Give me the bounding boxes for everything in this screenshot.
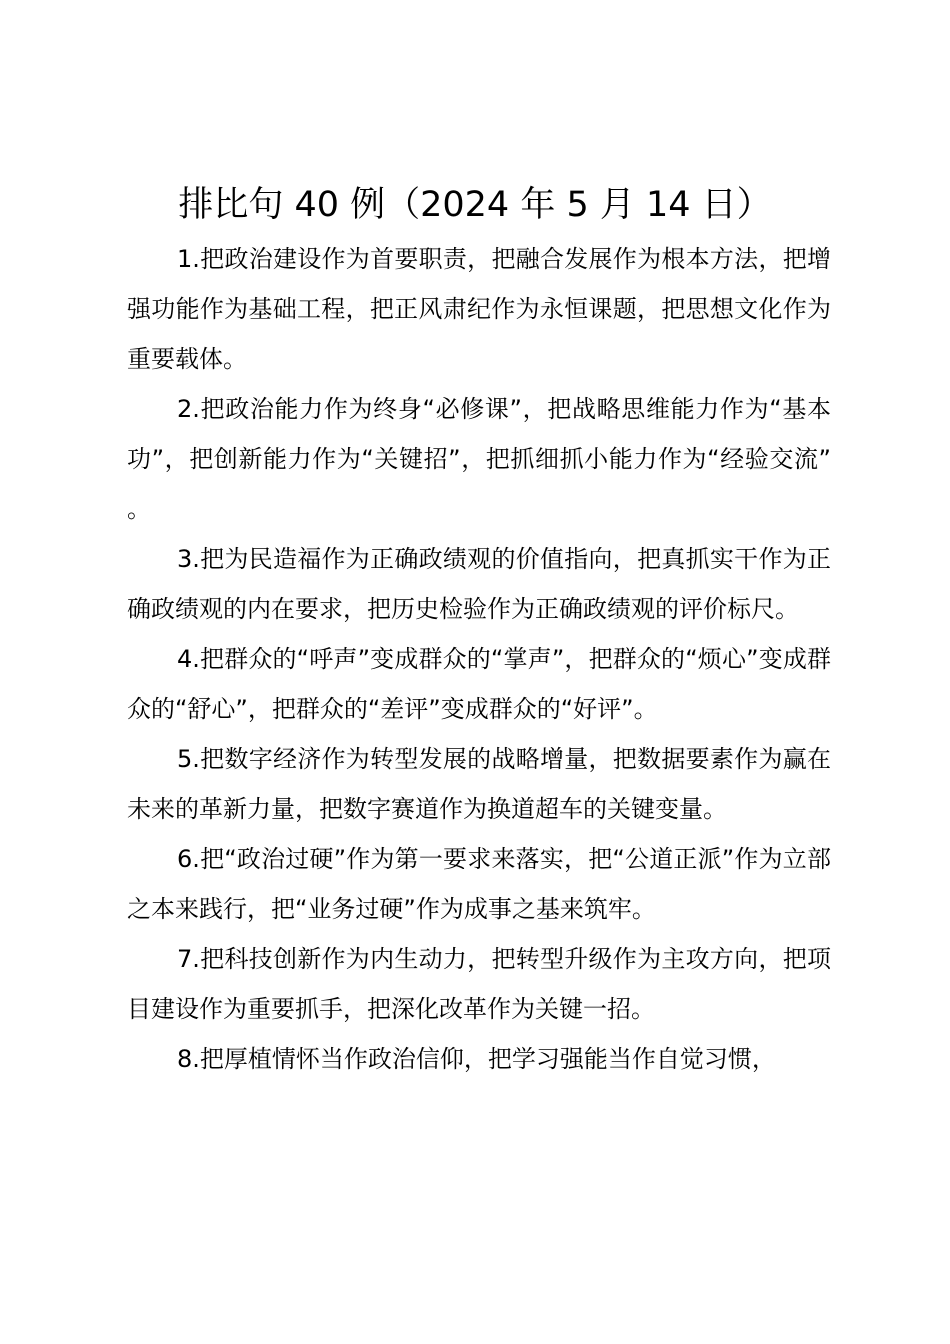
paragraph-7: 7.把科技创新作为内生动力，把转型升级作为主攻方向，把项目建设作为重要抓手，把深化改革作为关键一招。 [127,945,831,1023]
document-body [127,234,831,1084]
paragraph-6: 6.把“政治过硬”作为第一要求来落实，把“公道正派”作为立部之本来践行，把“业务过硬”作为成事之基来筑牢。 [127,845,831,923]
paragraph-3: 3.把为民造福作为正确政绩观的价值指向，把真抓实干作为正确政绩观的内在要求，把历史检验作为正确政绩观的评价标尺。 [127,545,831,623]
document-title: 排比句 40 例（2024 年 5 月 14 日） [178,185,772,225]
paragraph-4: 4.把群众的“呼声”变成群众的“掌声”，把群众的“烦心”变成群众的“舒心”，把群众的“差评”变成群众的“好评”。 [127,645,831,723]
paragraph-5: 5.把数字经济作为转型发展的战略增量，把数据要素作为赢在未来的革新力量，把数字赛道作为换道超车的关键变量。 [127,745,831,823]
paragraph-2: 2.把政治能力作为终身“必修课”，把战略思维能力作为“基本功”，把创新能力作为“关键招”，把抓细抓小能力作为“经验交流”。 [127,395,831,523]
paragraph-8: 8.把厚植情怀当作政治信仰，把学习强能当作自觉习惯， [177,1045,776,1073]
paragraph-1: 1.把政治建设作为首要职责，把融合发展作为根本方法，把增强功能作为基础工程，把正风肃纪作为永恒课题，把思想文化作为重要载体。 [127,245,831,373]
